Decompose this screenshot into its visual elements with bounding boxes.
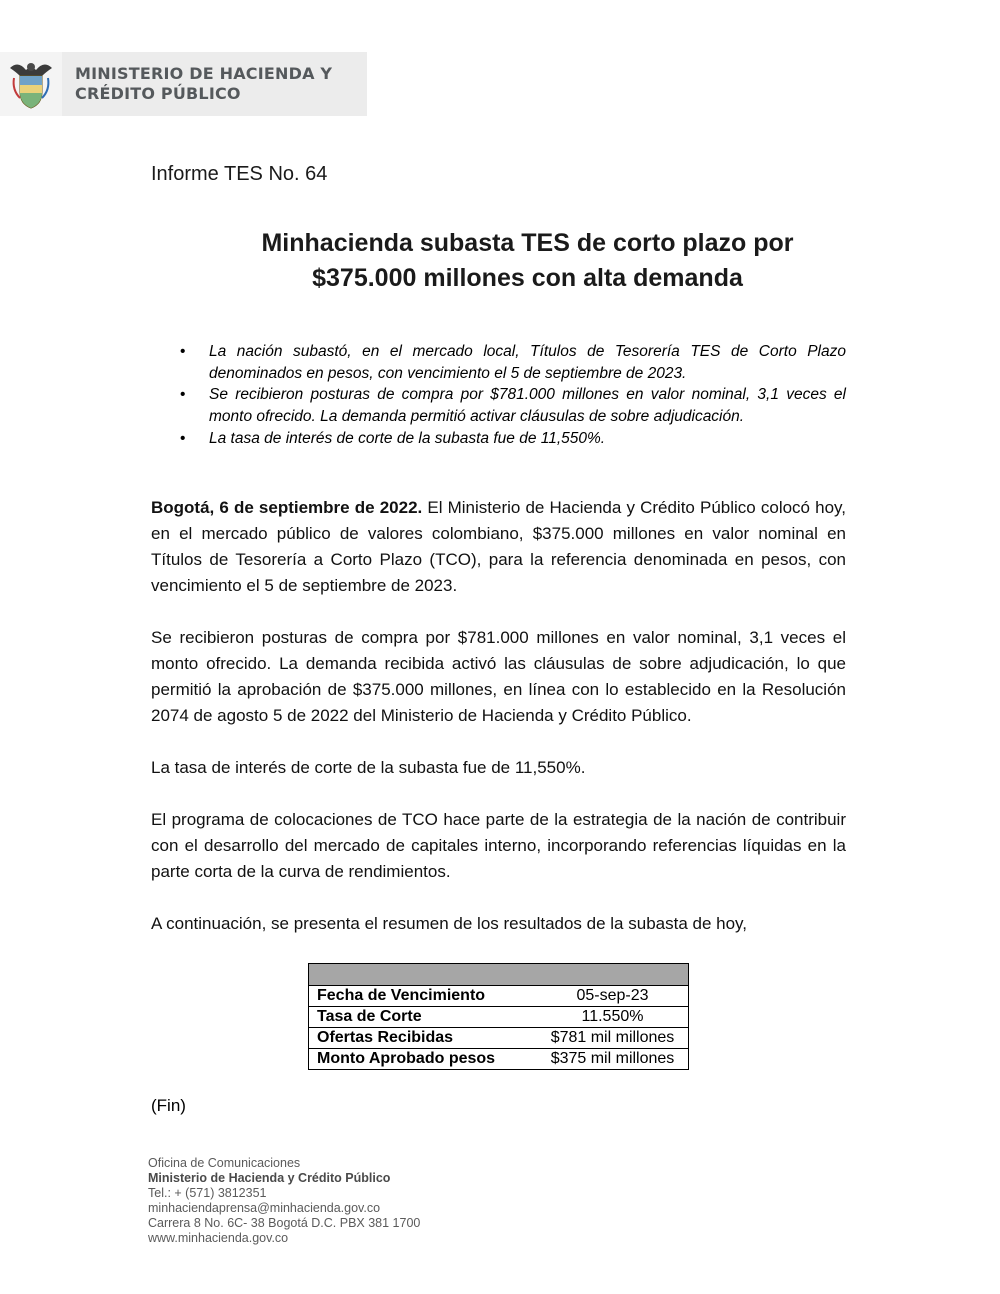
footer-phone: Tel.: + (571) 3812351 xyxy=(148,1186,267,1200)
paragraph-program: El programa de colocaciones de TCO hace parte de la estrategia de la nación de contribuir con el desarrollo del mercado de capitales interno, incorporando referencias líquidas en la parte corta de la curva de rendimientos. xyxy=(151,810,846,881)
highlight-item xyxy=(180,384,846,427)
bullet-icon: • xyxy=(180,386,186,404)
footer-address: Carrera 8 No. 6C- 38 Bogotá D.C. PBX 381 1700 xyxy=(148,1216,421,1230)
row-label: Fecha de Vencimiento xyxy=(309,986,538,1007)
row-label: Ofertas Recibidas xyxy=(309,1028,538,1049)
table-row xyxy=(309,986,689,1007)
report-number: Informe TES No. 64 xyxy=(151,163,328,185)
title-line1: Minhacienda subasta TES de corto plazo por xyxy=(261,229,794,257)
paragraph-intro-text: El Ministerio de Hacienda y Crédito Público colocó hoy, en el mercado público de valores colombiano, $375.000 millones en valor nominal en Títulos de Tesorería a Corto Plazo (TCO), para la referencia denominada en pesos, con vencimiento el 5 de septiembre de 2023. xyxy=(151,498,846,595)
table-row xyxy=(309,1007,689,1028)
row-value: $781 mil millones xyxy=(537,1028,689,1049)
ministry-name-line1: MINISTERIO DE HACIENDA Y xyxy=(75,64,333,83)
highlight-item xyxy=(180,428,846,450)
paragraph-rate: La tasa de interés de corte de la subasta fue de 11,550%. xyxy=(151,758,586,777)
footer-ministry: Ministerio de Hacienda y Crédito Público xyxy=(148,1171,391,1185)
highlight-text: La tasa de interés de corte de la subasta fue de 11,550%. xyxy=(209,429,606,447)
contact-footer xyxy=(148,1156,420,1246)
highlight-text: La nación subastó, en el mercado local, Títulos de Tesorería TES de Corto Plazo denominados en pesos, con vencimiento el 5 de septiembre de 2023. xyxy=(209,343,846,382)
table-row xyxy=(309,1028,689,1049)
ministry-name-line2: CRÉDITO PÚBLICO xyxy=(75,84,241,103)
title-line2: $375.000 millones con alta demanda xyxy=(312,264,743,292)
end-mark: (Fin) xyxy=(151,1096,186,1115)
paragraph-intro xyxy=(151,495,846,599)
row-value: $375 mil millones xyxy=(537,1049,689,1070)
highlight-text: Se recibieron posturas de compra por $781.000 millones en valor nominal, 3,1 veces el monto ofrecido. La demanda permitió activar cláusulas de sobre adjudicación. xyxy=(209,386,846,426)
auction-summary-table xyxy=(308,963,689,1070)
row-label: Tasa de Corte xyxy=(309,1007,538,1028)
bullet-icon: • xyxy=(180,429,186,447)
ministry-name xyxy=(75,64,332,104)
logo-box xyxy=(0,52,62,116)
footer-website[interactable]: www.minhacienda.gov.co xyxy=(148,1231,289,1245)
table-header-cell xyxy=(309,964,689,986)
colombia-coat-of-arms-icon xyxy=(8,58,54,110)
highlight-item xyxy=(180,341,846,384)
row-value: 11.550% xyxy=(537,1007,689,1028)
footer-email[interactable]: minhaciendaprensa@minhacienda.gov.co xyxy=(148,1201,381,1215)
paragraph-demand: Se recibieron posturas de compra por $781.000 millones en valor nominal, 3,1 veces el monto ofrecido. La demanda recibida activó las cláusulas de sobre adjudicación, lo que permitió la aprobación de $375.000 millones, en línea con lo establecido en la Resolución 2074 de agosto 5 de 2022 del Ministerio de Hacienda y Crédito Público. xyxy=(151,628,846,725)
highlights-list xyxy=(180,341,846,450)
dateline: Bogotá, 6 de septiembre de 2022. xyxy=(151,498,423,517)
ministry-header xyxy=(0,52,367,116)
table-row xyxy=(309,1049,689,1070)
footer-office: Oficina de Comunicaciones xyxy=(148,1156,301,1170)
press-release-title xyxy=(210,226,845,296)
row-value: 05-sep-23 xyxy=(537,986,689,1007)
bullet-icon: • xyxy=(180,343,186,360)
row-label: Monto Aprobado pesos xyxy=(309,1049,538,1070)
table-header-row xyxy=(309,964,689,986)
paragraph-summary-intro: A continuación, se presenta el resumen de los resultados de la subasta de hoy, xyxy=(151,914,748,933)
